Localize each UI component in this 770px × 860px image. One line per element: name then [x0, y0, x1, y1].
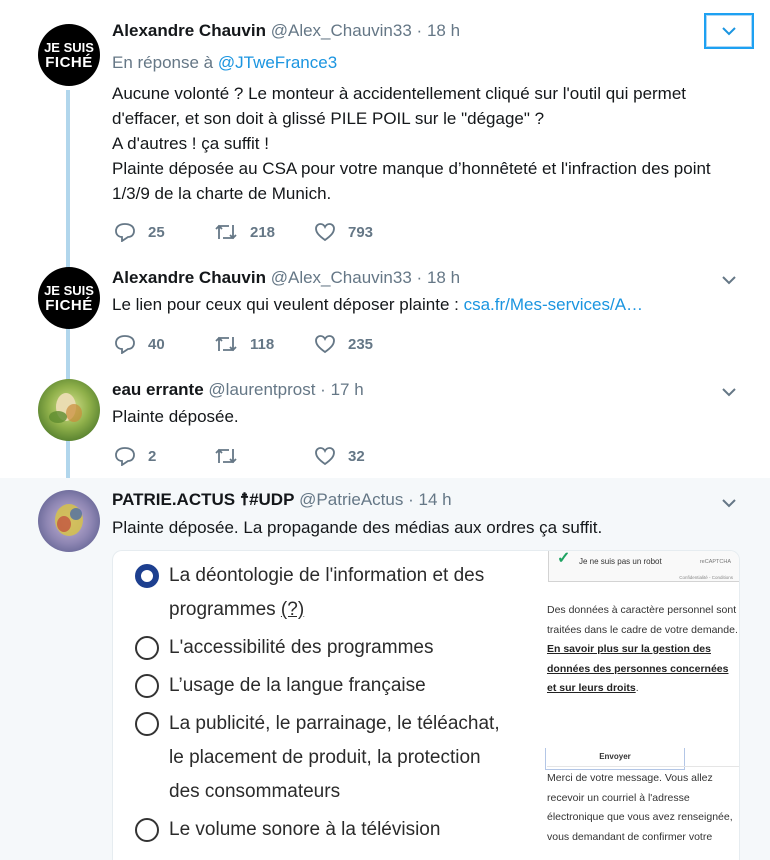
author-handle[interactable]: @Alex_Chauvin33 [270, 268, 412, 287]
radio-option[interactable] [135, 669, 535, 703]
tweet-media-image[interactable] [112, 550, 740, 860]
tweet-1[interactable] [0, 0, 770, 262]
reply-count: 2 [148, 447, 157, 465]
avatar-photo [38, 379, 100, 441]
tweet-header [112, 268, 460, 288]
privacy-link[interactable]: En savoir plus sur la gestion des données des personnes concernées et sur leurs droits [547, 643, 729, 694]
reply-to-link[interactable]: @JTweFrance3 [217, 53, 338, 72]
tweet-text-line: 1/3/9 de la charte de Munich. [112, 184, 332, 203]
option-label: le placement de produit, la protection [169, 747, 481, 768]
radio-option[interactable] [135, 707, 535, 809]
tweet-menu-button[interactable] [716, 379, 742, 405]
complaint-form-options [135, 559, 535, 851]
timestamp[interactable]: 18 h [426, 268, 461, 287]
heart-icon [314, 446, 336, 466]
avatar-photo [38, 490, 100, 552]
recaptcha-links[interactable]: Confidentialité - Conditions [679, 575, 733, 580]
author-handle[interactable]: @PatrieActus [299, 490, 404, 509]
tweet-actions [114, 446, 414, 466]
reply-icon [114, 446, 136, 466]
tweet-menu-button[interactable] [716, 267, 742, 293]
tweet-text [112, 81, 742, 206]
separator: · [408, 490, 414, 509]
timestamp[interactable]: 14 h [418, 490, 452, 509]
avatar-text: JE SUIS [44, 282, 94, 298]
like-count: 235 [348, 335, 374, 353]
reply-prefix: En réponse à [112, 53, 214, 72]
tweet-2[interactable] [0, 262, 770, 374]
retweet-icon [214, 446, 238, 466]
reply-icon [114, 334, 136, 354]
author-name[interactable]: PATRIE.ACTUS ☨#UDP [112, 490, 295, 509]
option-label-line [169, 593, 535, 627]
tweet-header [112, 490, 452, 510]
retweet-button[interactable] [214, 222, 314, 242]
reply-count: 25 [148, 223, 165, 241]
radio-icon[interactable] [135, 636, 159, 660]
author-name[interactable]: eau errante [112, 380, 204, 399]
checkmark-icon: ✓ [557, 550, 571, 567]
recaptcha-logo: reCAPTCHA [699, 559, 731, 565]
like-count: 32 [348, 447, 365, 465]
tweet-text-line: d'effacer, et son doit à glissé PILE POIL sur le "dégage" ? [112, 109, 545, 128]
radio-icon[interactable] [135, 818, 159, 842]
separator: · [416, 21, 423, 40]
reply-button[interactable] [114, 334, 214, 354]
author-name[interactable]: Alexandre Chauvin [112, 268, 266, 287]
option-label: La déontologie de l'information et des [169, 565, 485, 586]
tweet-text-line: A d'autres ! ça suffit ! [112, 134, 269, 153]
tweet-text [112, 292, 742, 317]
avatar[interactable] [38, 24, 100, 86]
heart-icon [314, 334, 336, 354]
privacy-end: . [635, 682, 639, 694]
tweet-text-line: Aucune volonté ? Le monteur à accidentellement cliqué sur l'outil qui permet [112, 84, 687, 103]
help-link[interactable]: (?) [280, 599, 305, 620]
tweet-header [112, 21, 460, 41]
radio-checked-icon[interactable] [135, 564, 159, 588]
retweet-count: 118 [250, 335, 275, 353]
tweet-3[interactable] [0, 374, 770, 478]
reply-button[interactable] [114, 222, 214, 242]
avatar[interactable] [38, 267, 100, 329]
avatar-text: FICHÉ [45, 53, 93, 71]
chevron-down-icon [721, 26, 737, 36]
retweet-count: 218 [250, 223, 276, 241]
retweet-button[interactable] [214, 446, 314, 466]
like-button[interactable] [314, 222, 414, 242]
chevron-down-icon [721, 498, 737, 508]
reply-context [112, 53, 337, 73]
heart-icon [314, 222, 336, 242]
author-name[interactable]: Alexandre Chauvin [112, 21, 266, 40]
avatar-text: JE SUIS [44, 39, 94, 55]
timestamp[interactable]: 17 h [330, 380, 364, 399]
chevron-down-icon [721, 275, 737, 285]
send-button[interactable]: Envoyer [545, 748, 685, 770]
reply-count: 40 [148, 335, 165, 353]
tweet-text: Plainte déposée. La propagande des médias aux ordres ça suffit. [112, 518, 603, 537]
confirmation-message: Merci de votre message. Vous allez recevoir un courriel à l'adresse électronique que vous avez renseignée, vous demandant de confirmer votre [547, 766, 740, 847]
like-button[interactable] [314, 446, 414, 466]
tweet-text: Plainte déposée. [112, 407, 239, 426]
option-label: L'accessibilité des programmes [169, 637, 434, 658]
tweet-actions [114, 222, 414, 242]
like-count: 793 [348, 223, 374, 241]
radio-option[interactable] [135, 813, 535, 847]
retweet-icon [214, 222, 238, 242]
avatar[interactable] [38, 379, 100, 441]
privacy-text: Des données à caractère personnel sont traitées dans le cadre de votre demande. [547, 604, 738, 636]
tweet-header [112, 380, 364, 400]
timestamp[interactable]: 18 h [426, 21, 461, 40]
separator: · [320, 380, 326, 399]
chevron-down-icon [721, 387, 737, 397]
author-handle[interactable]: @Alex_Chauvin33 [270, 21, 412, 40]
option-label: L’usage de la langue française [169, 675, 426, 696]
option-label: programmes [169, 599, 281, 620]
tweet-text-line: Le lien pour ceux qui veulent déposer plainte : [112, 295, 464, 314]
author-handle[interactable]: @laurentprost [208, 380, 316, 399]
tweet-menu-button[interactable] [716, 490, 742, 516]
retweet-button[interactable] [214, 334, 314, 354]
tweet-menu-button[interactable] [704, 13, 754, 49]
radio-option[interactable] [135, 631, 535, 665]
captcha-label: Je ne suis pas un robot [579, 557, 662, 566]
radio-icon[interactable] [135, 712, 159, 736]
external-link[interactable]: csa.fr/Mes-services/A… [463, 295, 644, 314]
tweet-text-line: Plainte déposée au CSA pour votre manque d’honnêteté et l'infraction des point [112, 159, 711, 178]
like-button[interactable] [314, 334, 414, 354]
option-label: Le volume sonore à la télévision [169, 819, 441, 840]
option-label: des consommateurs [169, 781, 341, 802]
avatar[interactable] [38, 490, 100, 552]
tweet-actions [114, 334, 414, 354]
recaptcha-box[interactable] [548, 550, 740, 582]
radio-icon[interactable] [135, 674, 159, 698]
reply-icon [114, 222, 136, 242]
privacy-notice [547, 601, 739, 699]
radio-option[interactable] [135, 559, 535, 627]
retweet-icon [214, 334, 238, 354]
reply-button[interactable] [114, 446, 214, 466]
separator: · [416, 268, 423, 287]
avatar-text: FICHÉ [45, 296, 93, 314]
complaint-form-sidebar [545, 551, 740, 860]
option-label: La publicité, le parrainage, le téléachat, [169, 713, 500, 734]
